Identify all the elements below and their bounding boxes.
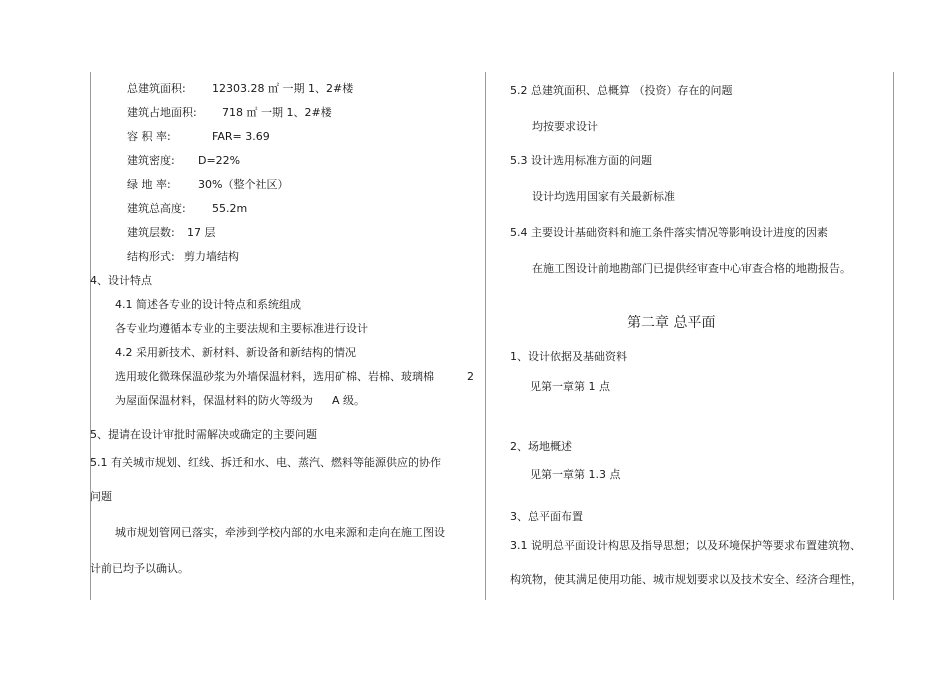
chapter-2-item-1-body: 见第一章第 1 点: [530, 380, 610, 393]
stat-value-floors: 17 层: [187, 226, 216, 239]
stat-label-far: 容 积 率:: [127, 130, 171, 143]
section-5-1-heading-cont: 问题: [90, 490, 112, 503]
section-5-4-heading: 5.4 主要设计基础资料和施工条件落实情况等影响设计进度的因素: [510, 226, 828, 239]
chapter-2-item-3-1-body-line1: 3.1 说明总平面设计构思及指导思想；以及环境保护等要求布置建筑物、: [510, 539, 861, 552]
center-divider-line: [485, 72, 486, 600]
section-4-1-body: 各专业均遵循本专业的主要法规和主要标准进行设计: [115, 322, 368, 335]
stat-label-green-ratio: 绿 地 率:: [127, 178, 171, 191]
chapter-2-item-2-heading: 2、场地概述: [510, 440, 572, 453]
stat-label-height: 建筑总高度:: [127, 202, 186, 215]
chapter-2-title: 第二章 总平面: [627, 315, 716, 331]
section-5-3-body: 设计均选用国家有关最新标准: [532, 190, 675, 203]
chapter-2-item-3-heading: 3、总平面布置: [510, 510, 583, 523]
section-5-2-heading: 5.2 总建筑面积、总概算 （投资）存在的问题: [510, 84, 733, 97]
section-5-1-heading: 5.1 有关城市规划、红线、拆迁和水、电、蒸汽、燃料等能源供应的协作: [90, 456, 441, 469]
section-5-2-body: 均按要求设计: [532, 120, 598, 133]
section-5-1-body-line2: 计前已均予以确认。: [90, 562, 189, 575]
stat-label-footprint: 建筑占地面积:: [127, 106, 197, 119]
stat-label-total-area: 总建筑面积:: [127, 82, 186, 95]
chapter-2-item-3-1-body-line2: 构筑物，使其满足使用功能、城市规划要求以及技术安全、经济合理性，: [510, 573, 862, 586]
section-4-1-heading: 4.1 简述各专业的设计特点和系统组成: [115, 298, 301, 311]
section-4-heading: 4、设计特点: [90, 274, 152, 287]
left-margin-line: [90, 72, 91, 600]
stat-value-structure: 剪力墙结构: [184, 250, 239, 263]
stat-label-structure: 结构形式:: [127, 250, 175, 263]
stat-label-floors: 建筑层数:: [127, 226, 175, 239]
section-5-1-body-line1: 城市规划管网已落实，牵涉到学校内部的水电来源和走向在施工图设: [115, 526, 445, 539]
stat-value-total-area: 12303.28 ㎡ 一期 1、2#楼: [212, 82, 354, 95]
section-5-heading: 5、提请在设计审批时需解决或确定的主要问题: [90, 428, 317, 441]
stat-value-height: 55.2m: [212, 202, 248, 215]
chapter-2-item-2-body: 见第一章第 1.3 点: [530, 468, 621, 481]
stat-value-far: FAR= 3.69: [212, 130, 270, 143]
chapter-2-item-1-heading: 1、设计依据及基础资料: [510, 350, 627, 363]
section-4-2-body-line1: 选用玻化微珠保温砂浆为外墙保温材料，选用矿棉、岩棉、玻璃棉: [115, 370, 434, 383]
stat-value-density: D=22%: [198, 154, 241, 167]
stat-value-green-ratio: 30%（整个社区）: [198, 178, 289, 191]
section-4-2-heading: 4.2 采用新技术、新材料、新设备和新结构的情况: [115, 346, 356, 359]
section-5-3-heading: 5.3 设计选用标准方面的问题: [510, 154, 652, 167]
stat-label-density: 建筑密度:: [127, 154, 175, 167]
section-4-2-body-line1-tail: 2: [467, 370, 474, 383]
section-4-2-body-line2: 为屋面保温材料，保温材料的防火等级为: [115, 394, 313, 407]
section-5-4-body: 在施工图设计前地勘部门已提供经审查中心审查合格的地勘报告。: [532, 262, 851, 275]
section-4-2-body-line2-tail: A 级。: [332, 394, 366, 407]
right-margin-line: [893, 72, 894, 600]
stat-value-footprint: 718 ㎡ 一期 1、2#楼: [222, 106, 332, 119]
